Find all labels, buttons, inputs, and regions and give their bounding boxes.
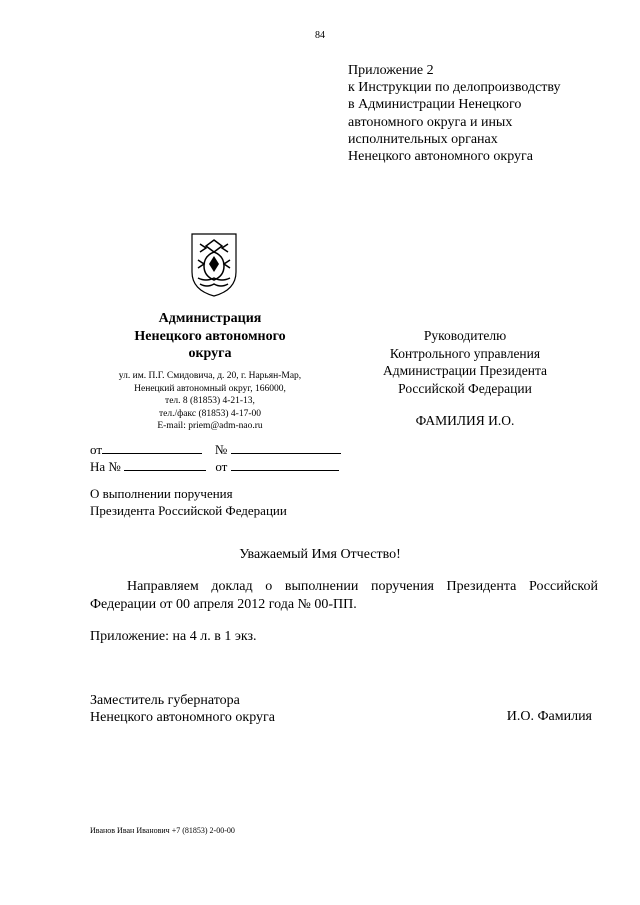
registration-row-reply [90, 458, 341, 475]
appendix-line: Приложение 2 [348, 63, 434, 78]
reply-number-field[interactable] [124, 458, 206, 471]
organization-name-line: округа [188, 346, 232, 361]
recipient-line: Руководителю [423, 328, 507, 343]
number-label: № [214, 442, 228, 457]
appendix-line: автономного округа и иных [348, 114, 513, 130]
signer-name: И.О. Фамилия [506, 709, 592, 724]
signature-title-line: Ненецкого автономного округа [90, 710, 275, 725]
from-label: от [90, 442, 103, 457]
address-line: E-mail: priem@adm-nao.ru [157, 421, 263, 431]
reply-to-label: На № [90, 459, 121, 474]
coat-of-arms-emblem [190, 232, 238, 298]
subject-line: Президента Российской Федерации [90, 502, 287, 518]
registration-fields [90, 441, 341, 475]
recipient-line: Российской Федерации [398, 380, 532, 396]
number-field[interactable] [231, 441, 341, 454]
signature-title-line: Заместитель губернатора [90, 693, 240, 708]
body-line: Федерации от 00 апреля 2012 года № 00-ПП. [90, 597, 357, 612]
page-number: 84 [315, 30, 325, 41]
reply-date-field[interactable] [231, 458, 339, 471]
registration-row-outgoing [90, 441, 341, 458]
recipient-line: Администрации Президента [382, 363, 548, 378]
organization-address [80, 370, 340, 433]
address-line: тел./факс (81853) 4-17-00 [159, 408, 261, 419]
greeting: Уважаемый Имя Отчество! [239, 547, 401, 562]
date-field[interactable] [102, 441, 202, 454]
address-line: ул. им. П.Г. Смидовича, д. 20, г. Нарьян-Мар, [118, 371, 302, 381]
signature-title [90, 692, 275, 726]
organization-name-line: Администрация [158, 311, 262, 326]
executor-contact: Иванов Иван Иванович +7 (81853) 2-00-00 [90, 826, 235, 835]
subject-line: О выполнении поручения [90, 486, 233, 501]
appendix-line: к Инструкции по делопроизводству [348, 80, 561, 96]
recipient-block [360, 327, 570, 430]
appendix-line: в Администрации Ненецкого [348, 97, 522, 113]
appendix-line: исполнительных органах [348, 131, 498, 147]
organization-name-line: Ненецкого автономного [134, 328, 286, 344]
body-line: Направляем доклад о выполнении поручения Президента Российской [127, 579, 598, 594]
organization-name [100, 310, 320, 363]
reply-from-label: от [215, 459, 228, 474]
address-line: тел. 8 (81853) 4-21-13, [165, 396, 255, 406]
recipient-line: Контрольного управления [389, 345, 541, 361]
letter-body [90, 578, 598, 614]
appendix-line: Ненецкого автономного округа [348, 149, 533, 165]
address-line: Ненецкий автономный округ, 166000, [134, 383, 286, 394]
letter-subject [90, 486, 287, 519]
recipient-name: ФАМИЛИЯ И.О. [415, 413, 515, 428]
appendix-header [348, 62, 561, 165]
attachment-note: Приложение: на 4 л. в 1 экз. [90, 629, 257, 644]
